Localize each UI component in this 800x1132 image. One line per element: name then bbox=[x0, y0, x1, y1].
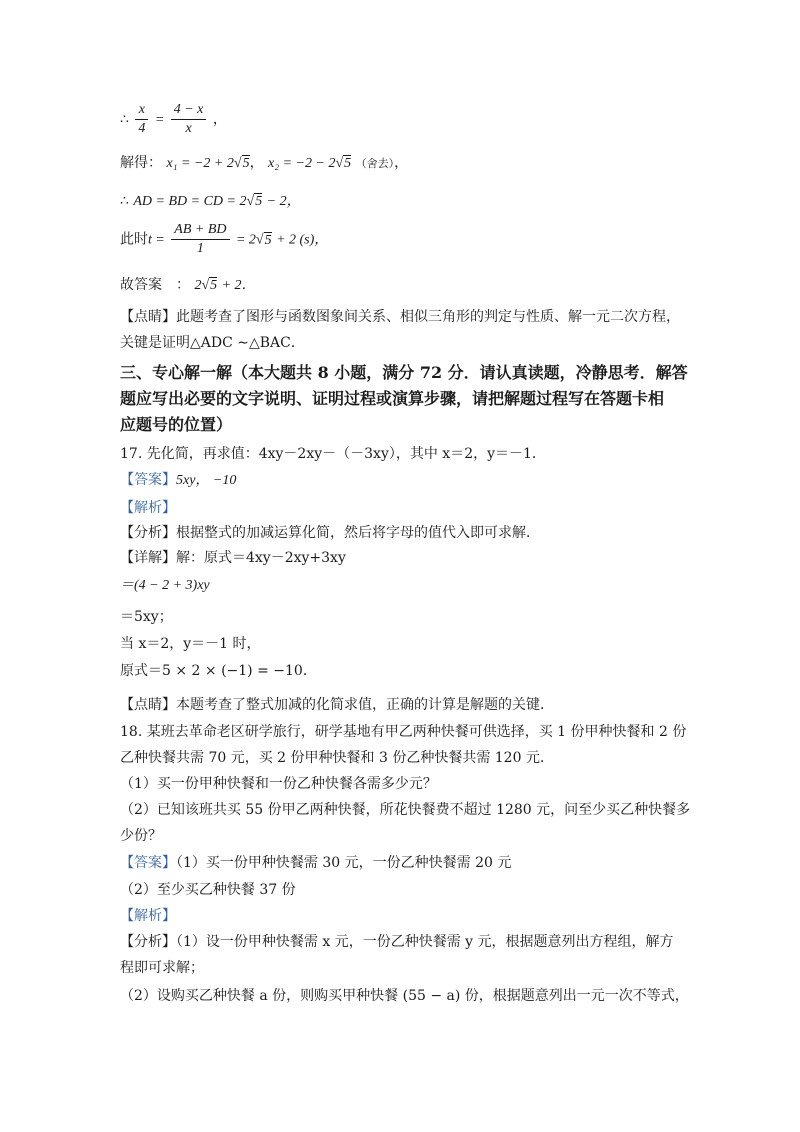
question-17: 17. 先化简，再求值：4xy－2xy－（－3xy），其中 x＝2，y＝－1． bbox=[120, 446, 546, 462]
step-17c: 当 x＝2，y＝－1 时， bbox=[120, 636, 261, 652]
analysis-17: 【分析】根据整式的加减运算化简，然后将字母的值代入即可求解． bbox=[120, 525, 540, 541]
final-answer-line: 故答案 ： 2√5 + 2． bbox=[120, 277, 256, 293]
equation-proportion: ∴ $\frac{x}{4}$ = $\frac{4 - x}{x}$ ， bbox=[120, 102, 227, 136]
solution-line: 解得： x₁ = −2 + 2√5， x₂ = −2 − 2√5 （舍去）， bbox=[120, 155, 409, 171]
comment-line-2: 关键是证明△ADC ∼△BAC． bbox=[120, 335, 305, 351]
therefore-symbol: ∴ bbox=[120, 111, 129, 128]
fraction-rhs: $\frac{4 - x}{x}$ bbox=[171, 101, 207, 138]
comment-line-1: 【点睛】此题考查了图形与函数图象间关系、相似三角形的判定与性质、解一元二次方程， bbox=[120, 309, 680, 325]
answer-18-1: 【答案】（1）买一份甲种快餐需 30 元，一份乙种快餐需 20 元 bbox=[120, 855, 512, 871]
analysis-18-line-3: （2）设购买乙种快餐 a 份，则购买甲种快餐 (55 − a) 份，根据题意列出一元一次不等式， bbox=[120, 988, 689, 1004]
question-18-part-1: （1）买一份甲种快餐和一份乙种快餐各需多少元？ bbox=[120, 776, 437, 792]
step-17b: ＝5xy； bbox=[120, 609, 173, 625]
question-18-line-2: 乙种快餐共需 70 元，买 2 份甲种快餐和 3 份乙种快餐共需 120 元． bbox=[120, 750, 554, 766]
question-18-line-1: 18. 某班去革命老区研学旅行，研学基地有甲乙两种快餐可供选择，买 1 份甲种快餐和 2 份 bbox=[120, 724, 687, 740]
comment-17: 【点睛】本题考查了整式加减的化简求值，正确的计算是解题的关键． bbox=[120, 697, 554, 713]
fraction-time: $\frac{AB + BD}{1}$ bbox=[171, 221, 229, 258]
analysis-label-18: 【解析】 bbox=[120, 908, 176, 924]
step-17a: ＝(4 − 2 + 3)xy bbox=[120, 578, 210, 593]
equal-segments-line: ∴ AD = BD = CD = 2√5 − 2， bbox=[120, 193, 301, 209]
section-heading-3: 应题号的位置） bbox=[120, 415, 233, 434]
time-equation: 此时t = $\frac{AB + BD}{1}$ = 2√5 + 2 (s)， bbox=[120, 222, 329, 256]
analysis-label-17: 【解析】 bbox=[120, 500, 176, 516]
section-heading-1: 三、专心解一解（本大题共 8 小题，满分 72 分．请认真读题，冷静思考．解答 bbox=[120, 363, 688, 382]
analysis-18-line-1: 【分析】（1）设一份甲种快餐需 x 元，一份乙种快餐需 y 元，根据题意列出方程组，解方 bbox=[120, 934, 674, 950]
answer-18-2: （2）至少买乙种快餐 37 份 bbox=[120, 882, 296, 898]
fraction-lhs: $\frac{x}{4}$ bbox=[135, 101, 148, 138]
analysis-18-line-2: 程即可求解； bbox=[120, 960, 204, 976]
section-heading-2: 题应写出必要的文字说明、证明过程或演算步骤，请把解题过程写在答题卡相 bbox=[120, 389, 665, 408]
question-18-part-2-cont: 少份？ bbox=[120, 828, 162, 844]
answer-17: 【答案】5xy， −10 bbox=[120, 472, 237, 488]
detail-17: 【详解】解：原式＝4xy－2xy+3xy bbox=[120, 550, 346, 566]
step-17d: 原式＝5 × 2 × (−1) = −10． bbox=[120, 663, 317, 679]
question-18-part-2: （2）已知该班共买 55 份甲乙两种快餐，所花快餐费不超过 1280 元，问至少买乙种快餐多 bbox=[120, 802, 691, 818]
